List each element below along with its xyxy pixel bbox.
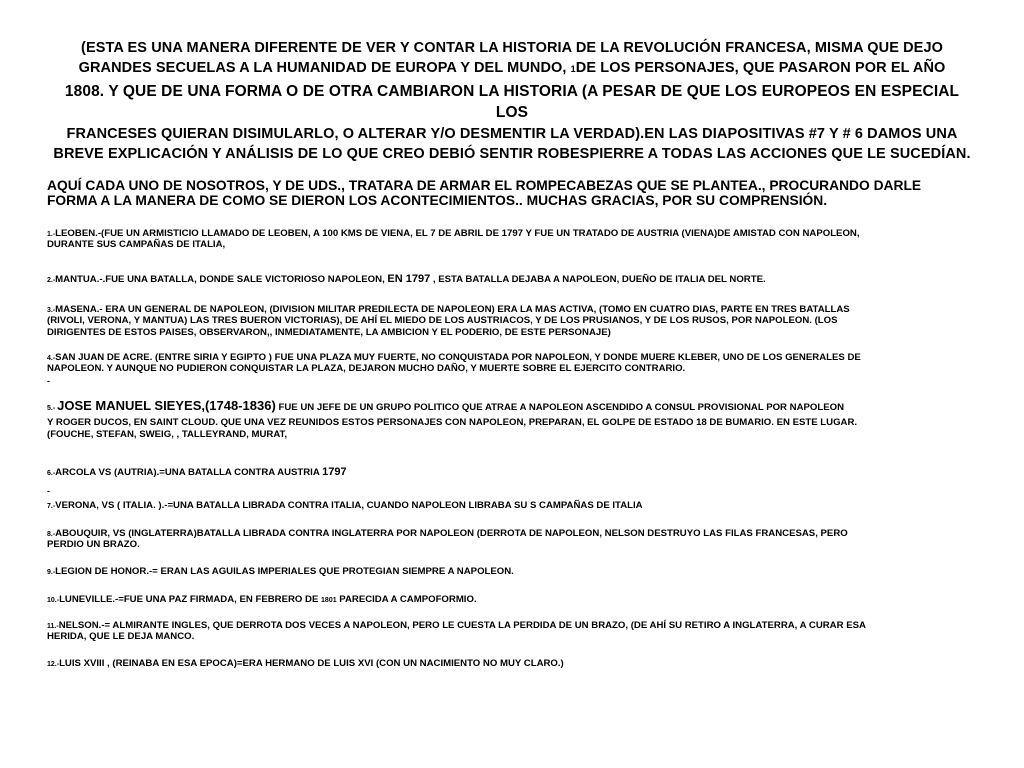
note-text-cont: NAPOLEON. Y AUNQUE NO PUDIERON CONQUISTAR LA PLAZA, DEJARON MUCHO DAÑO, Y MUERTE SOBRE EL EJERCITO CONTRARIO. (47, 363, 686, 375)
summary-line-2: FORMA A LA MANERA DE COMO SE DIERON LOS ACONTECIMIENTOS.. MUCHAS GRACIAS, POR SU COMPRENSIÓN. (47, 193, 828, 209)
note-item-12 (47, 658, 977, 669)
note-text: NELSON.-= ALMIRANTE INGLES, QUE DERROTA DOS VECES A NAPOLEON, PERO LE CUESTA LA PERDIDA DE UN BRAZO, (DE AHÍ SU RETIRO A INGLATERRA, A CURAR ESA (58, 620, 866, 631)
note-text-cont-2: DIRIGENTES DE ESTOS PAISES, OBSERVARON,, INMEDIATAMENTE, LA AMBICION Y EL PODERIO, DE ESTE PERSONAJE) (47, 326, 611, 338)
note-text: LEGION DE HONOR.-= ERAN LAS AGUILAS IMPERIALES QUE PROTEGIAN SIEMPRE A NAPOLEON. (55, 566, 514, 577)
note-number: 1.- (47, 231, 56, 238)
note-item-8 (47, 528, 977, 551)
note-number: 7.- (47, 503, 56, 510)
dash-marker-1: - (47, 376, 50, 386)
note-number: 9.- (47, 569, 56, 576)
note-number: 2.- (47, 277, 56, 284)
note-person: JOSE MANUEL SIEYES,(1748-1836) (57, 398, 276, 413)
dash-marker-2: - (47, 486, 50, 496)
note-year: 1797 (322, 466, 347, 478)
note-text: ABOUQUIR, VS (INGLATERRA)BATALLA LIBRADA CONTRA INGLATERRA POR NAPOLEON (DERROTA DE NAPOLEON, NELSON DESTRUYO LAS FILAS FRANCESAS, PERO (55, 528, 848, 539)
note-item-1 (47, 228, 977, 251)
intro-line-3: 1808. Y QUE DE UNA FORMA O DE OTRA CAMBIARON LA HISTORIA (A PESAR DE QUE LOS EUROPEOS EN ESPECIAL LOS (64, 83, 960, 122)
note-text-cont: , ESTA BATALLA DEJABA A NAPOLEON, DUEÑO DE ITALIA DEL NORTE. (430, 274, 766, 285)
note-number: 12.- (47, 661, 60, 668)
note-text: MANTUA.-.FUE UNA BATALLA, DONDE SALE VICTORIOSO NAPOLEON, (55, 274, 388, 285)
note-text-cont: (RIVOLI, VERONA, Y MANTUA) LAS TRES BUERON VICTORIAS), DE AHÍ EL MIEDO DE LOS AUSTRIACOS, Y DE LOS PRUSIANOS, Y DE LOS RUSOS, POR NAPOLEON. (LOS (47, 315, 838, 327)
intro-line-2 (52, 58, 972, 78)
summary-paragraph (47, 178, 977, 209)
note-text: ARCOLA VS (AUTRIA).=UNA BATALLA CONTRA AUSTRIA (55, 467, 323, 478)
note-text: VERONA, VS ( ITALIA. ).-=UNA BATALLA LIBRADA CONTRA ITALIA, CUANDO NAPOLEON LIBRABA SU S CAMPAÑAS DE ITALIA (55, 500, 643, 511)
intro-line-4: FRANCESES QUIERAN DISIMULARLO, O ALTERAR Y/O DESMENTIR LA VERDAD).EN LAS DIAPOSITIVAS #7 Y # 6 DAMOS UNA (66, 125, 958, 142)
note-text: LEOBEN.-(FUE UN ARMISTICIO LLAMADO DE LEOBEN, A 100 KMS DE VIENA, EL 7 DE ABRIL DE 1797 Y FUE UN TRATADO DE AUSTRIA (VIENA)DE AMISTAD CON NAPOLEON, (55, 228, 860, 239)
intro-line-2-num: 1 (570, 64, 576, 74)
note-number: 6.- (47, 470, 56, 477)
note-number: 5.- (47, 405, 58, 412)
note-text-cont: PERDIO UN BRAZO. (47, 539, 140, 551)
note-item-3 (47, 304, 977, 338)
note-text: LUNEVILLE.-=FUE UNA PAZ FIRMADA, EN FEBRERO DE (59, 594, 322, 605)
note-number: 4.- (47, 355, 56, 362)
note-text-cont: DURANTE SUS CAMPAÑAS DE ITALIA, (47, 239, 226, 251)
note-year: 1801 (321, 597, 337, 604)
note-text-cont: PARECIDA A CAMPOFORMIO. (336, 594, 477, 605)
note-item-6 (47, 466, 977, 479)
intro-line-5: BREVE EXPLICACIÓN Y ANÁLISIS DE LO QUE CREO DEBIÓ SENTIR ROBESPIERRE A TODAS LAS ACCIONES QUE LE SUCEDÍAN. (53, 145, 971, 162)
note-text: FUE UN JEFE DE UN GRUPO POLITICO QUE ATRAE A NAPOLEON ASCENDIDO A CONSUL PROVISIONAL POR NAPOLEON (275, 402, 845, 413)
note-text-cont: Y ROGER DUCOS, EN SAINT CLOUD. QUE UNA VEZ REUNIDOS ESTOS PERSONAJES CON NAPOLEON, PREPARAN, EL GOLPE DE ESTADO 18 DE BUMARIO. EN ESTE LUGAR. (47, 417, 858, 429)
note-number: 11.- (47, 623, 59, 630)
note-number: 10.- (47, 597, 60, 604)
note-text: LUIS XVIII , (REINABA EN ESA EPOCA)=ERA HERMANO DE LUIS XVI (CON UN NACIMIENTO NO MUY CLARO.) (59, 658, 564, 669)
intro-line-1: (ESTA ES UNA MANERA DIFERENTE DE VER Y CONTAR LA HISTORIA DE LA REVOLUCIÓN FRANCESA, MISMA QUE DEJO (81, 40, 943, 56)
note-item-9 (47, 566, 977, 577)
note-number: 8.- (47, 531, 56, 538)
note-item-2 (47, 273, 977, 286)
note-text: SAN JUAN DE ACRE. (ENTRE SIRIA Y EGIPTO ) FUE UNA PLAZA MUY FUERTE, NO CONQUISTADA POR NAPOLEON, Y DONDE MUERE KLEBER, UNO DE LOS GENERALES DE (55, 352, 861, 363)
note-text-cont: HERIDA, QUE LE DEJA MANCO. (47, 631, 195, 643)
intro-line-2-text-b: DE LOS PERSONAJES, QUE PASARON POR EL AÑO (575, 60, 946, 76)
note-item-11 (47, 620, 977, 643)
summary-line-1: AQUÍ CADA UNO DE NOSOTROS, Y DE UDS., TRATARA DE ARMAR EL ROMPECABEZAS QUE SE PLANTEA., PROCURANDO DARLE (47, 178, 922, 193)
intro-paragraph (52, 38, 972, 164)
intro-line-2-text: GRANDES SECUELAS A LA HUMANIDAD DE EUROPA Y DEL MUNDO, (78, 60, 571, 76)
note-text-cont-2: (FOUCHE, STEFAN, SWEIG, , TALLEYRAND, MURAT, (47, 428, 288, 440)
note-item-4 (47, 352, 977, 375)
note-number: 3.- (47, 307, 56, 314)
note-item-7 (47, 500, 977, 511)
note-text: MASENA.- ERA UN GENERAL DE NAPOLEON, (DIVISION MILITAR PREDILECTA DE NAPOLEON) ERA LA MAS ACTIVA, (TOMO EN CUATRO DIAS, PARTE EN TRES BATALLAS (55, 304, 850, 315)
note-item-10 (47, 594, 977, 605)
note-item-5 (47, 398, 977, 440)
note-year: EN 1797 (387, 273, 431, 285)
